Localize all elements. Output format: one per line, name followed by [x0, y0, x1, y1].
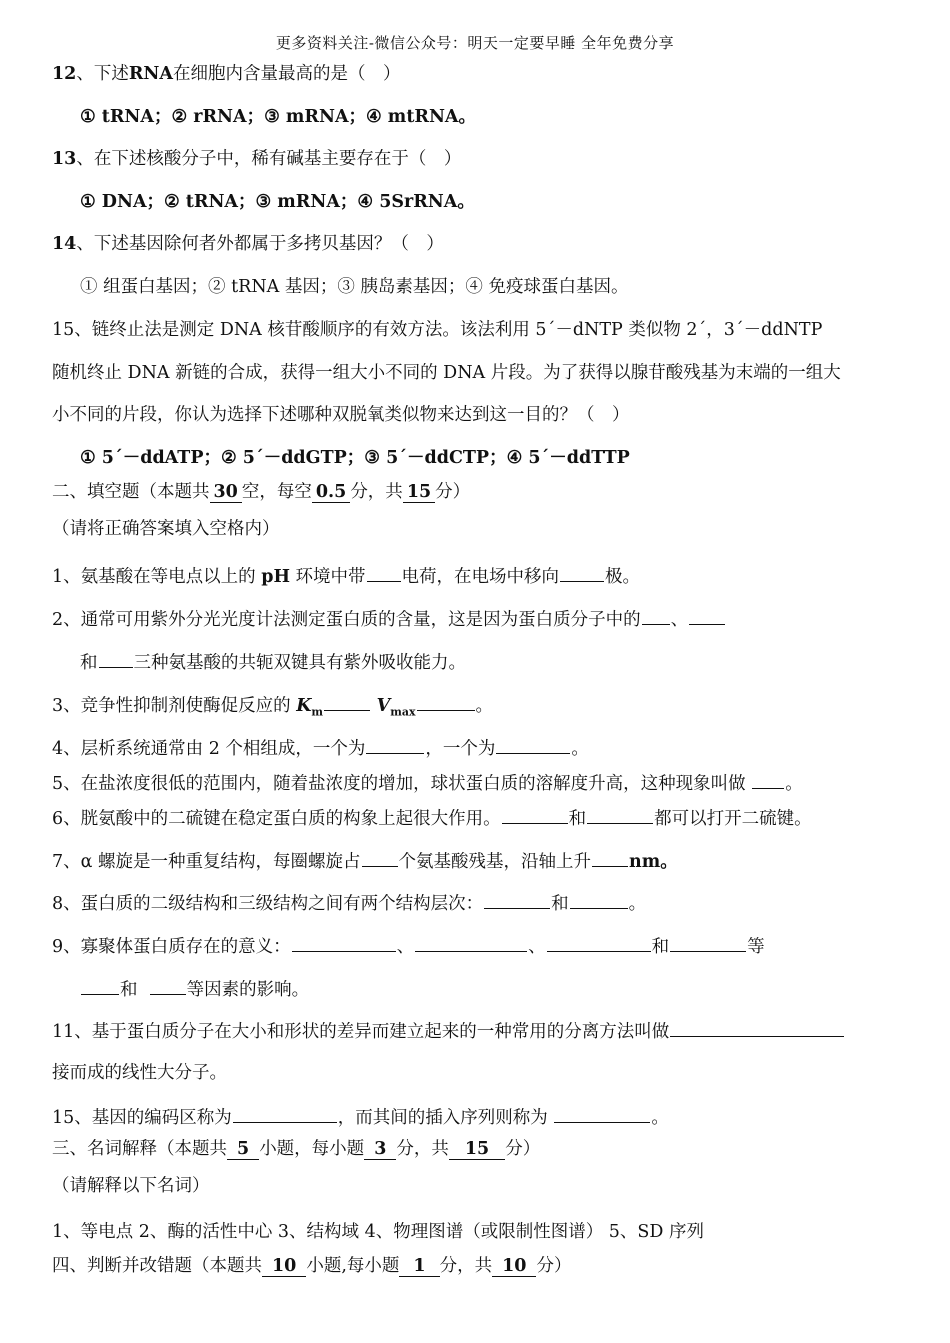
- fill-15: 15、基因的编码区称为 ，而其间的插入序列则称为 。: [52, 1104, 669, 1130]
- fill-9-cont: 和 等因素的影响。: [80, 976, 309, 1002]
- blank[interactable]: [752, 770, 784, 789]
- question-14: 14、下述基因除何者外都属于多拷贝基因？（ ）: [52, 234, 444, 254]
- blank[interactable]: [502, 805, 568, 824]
- fill-1: 1、氨基酸在等电点以上的 pH 环境中带 电荷，在电场中移向 极。: [52, 563, 640, 589]
- question-15-line-1: 15、链终止法是测定 DNA 核苷酸顺序的有效方法。该法利用 5´－dNTP 类似物 2´，3´－ddNTP: [52, 320, 823, 340]
- blank[interactable]: [150, 976, 186, 995]
- section-4-title: 四、判断并改错题（本题共 10 小题,每小题 1 分，共 10 分）: [52, 1256, 572, 1276]
- fill-2-cont: 和 三种氨基酸的共轭双键具有紫外吸收能力。: [80, 649, 466, 675]
- section-3-terms: 1、等电点 2、酶的活性中心 3、结构域 4、物理图谱（或限制性图谱） 5、SD 序列: [52, 1222, 705, 1242]
- question-12: 12、下述RNA在细胞内含量最高的是（ ）: [52, 64, 401, 84]
- question-12-options: ① tRNA；② rRNA；③ mRNA；④ mtRNA。: [80, 107, 477, 127]
- blank[interactable]: [324, 692, 370, 711]
- blank[interactable]: [233, 1104, 337, 1123]
- question-13: 13、在下述核酸分子中，稀有碱基主要存在于（ ）: [52, 149, 462, 169]
- blank[interactable]: [554, 1104, 650, 1123]
- blank[interactable]: [642, 606, 670, 625]
- blank[interactable]: [670, 933, 746, 952]
- blank[interactable]: [587, 805, 653, 824]
- question-13-options: ① DNA；② tRNA；③ mRNA；④ 5SrRNA。: [80, 192, 475, 212]
- section-2-title: 二、填空题（本题共 30 空，每空 0.5 分，共 15 分）: [52, 482, 471, 502]
- section-2-note: （请将正确答案填入空格内）: [52, 519, 280, 539]
- blank[interactable]: [560, 563, 604, 582]
- blank[interactable]: [367, 563, 401, 582]
- question-14-options: ① 组蛋白基因；② tRNA 基因；③ 胰岛素基因；④ 免疫球蛋白基因。: [80, 277, 629, 297]
- blank[interactable]: [496, 735, 570, 754]
- page-header: 更多资料关注-微信公众号：明天一定要早睡 全年免费分享: [275, 34, 675, 52]
- fill-9: 9、寡聚体蛋白质存在的意义： 、 、 和 等: [52, 933, 765, 959]
- fill-4: 4、层析系统通常由 2 个相组成，一个为 ，一个为 。: [52, 735, 589, 761]
- blank[interactable]: [570, 890, 628, 909]
- blank[interactable]: [547, 933, 651, 952]
- blank[interactable]: [415, 933, 527, 952]
- fill-11-cont: 接而成的线性大分子。: [52, 1063, 227, 1083]
- fill-8: 8、蛋白质的二级结构和三级结构之间有两个结构层次： 和 。: [52, 890, 646, 916]
- fill-6: 6、胱氨酸中的二硫键在稳定蛋白质的构象上起很大作用。 和 都可以打开二硫键。: [52, 805, 812, 831]
- blank[interactable]: [689, 606, 725, 625]
- fill-3: 3、竞争性抑制剂使酶促反应的 $K_m$ $V_{max}$ 。: [52, 692, 493, 725]
- fill-7: 7、α 螺旋是一种重复结构，每圈螺旋占 个氨基酸残基，沿轴上升 nm。: [52, 848, 678, 874]
- question-15-line-2: 随机终止 DNA 新链的合成，获得一组大小不同的 DNA 片段。为了获得以腺苷酸残基为末端的一组大: [52, 363, 841, 383]
- blank[interactable]: [417, 692, 475, 711]
- blank[interactable]: [670, 1018, 844, 1037]
- section-3-note: （请解释以下名词）: [52, 1176, 210, 1196]
- fill-2: 2、通常可用紫外分光光度计法测定蛋白质的含量，这是因为蛋白质分子中的 、: [52, 606, 726, 632]
- blank[interactable]: [81, 976, 119, 995]
- section-3-title: 三、名词解释（本题共 5 小题，每小题 3 分，共 15 分）: [52, 1139, 541, 1159]
- blank[interactable]: [362, 848, 398, 867]
- blank[interactable]: [592, 848, 628, 867]
- question-15-options: ① 5´－ddATP；② 5´－ddGTP；③ 5´－ddCTP；④ 5´－ddTTP: [80, 448, 630, 468]
- question-15-line-3: 小不同的片段，你认为选择下述哪种双脱氧类似物来达到这一目的？（ ）: [52, 405, 630, 425]
- blank[interactable]: [99, 649, 133, 668]
- blank[interactable]: [292, 933, 396, 952]
- blank[interactable]: [484, 890, 550, 909]
- fill-11: 11、基于蛋白质分子在大小和形状的差异而建立起来的一种常用的分离方法叫做: [52, 1018, 845, 1044]
- fill-5: 5、在盐浓度很低的范围内，随着盐浓度的增加，球状蛋白质的溶解度升高，这种现象叫做 。: [52, 770, 803, 796]
- blank[interactable]: [366, 735, 424, 754]
